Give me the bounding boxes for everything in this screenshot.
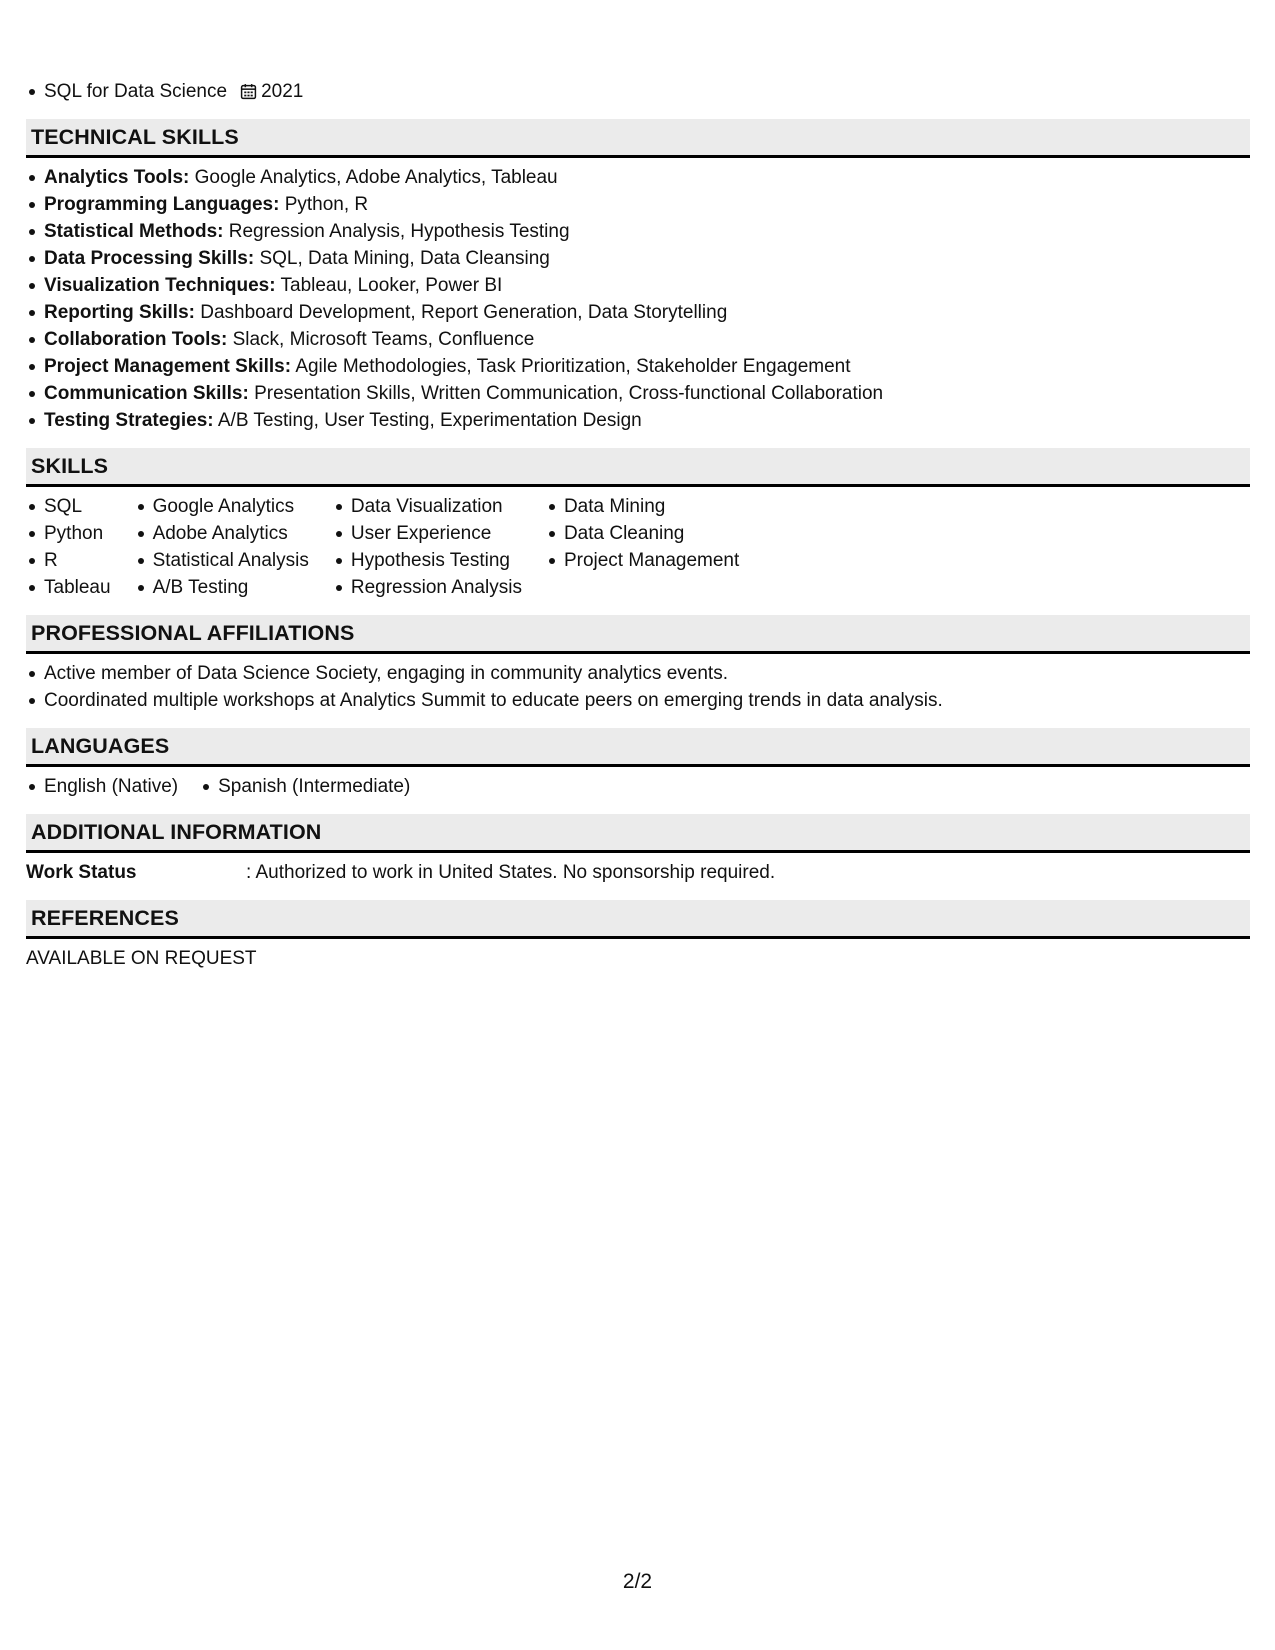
technical-skills-list <box>26 158 1250 434</box>
list-item: Project Management Skills: Agile Methodologies, Task Prioritization, Stakeholder Engagement <box>26 353 1250 380</box>
list-item: Active member of Data Science Society, engaging in community analytics events. <box>26 660 1250 687</box>
list-item: User Experience <box>333 520 546 547</box>
list-item: Programming Languages: Python, R <box>26 191 1250 218</box>
list-item: Analytics Tools: Google Analytics, Adobe Analytics, Tableau <box>26 164 1250 191</box>
additional-info-heading: ADDITIONAL INFORMATION <box>26 814 1250 853</box>
list-item: Data Mining <box>546 493 763 520</box>
skills-column <box>333 493 546 601</box>
list-item: SQL <box>26 493 135 520</box>
list-item: Data Visualization <box>333 493 546 520</box>
list-item: English (Native) <box>26 773 178 800</box>
list-item: Tableau <box>26 574 135 601</box>
list-item: Google Analytics <box>135 493 333 520</box>
list-item: Statistical Analysis <box>135 547 333 574</box>
list-item: Coordinated multiple workshops at Analytics Summit to educate peers on emerging trends in data analysis. <box>26 687 1250 714</box>
info-label: Work Status <box>26 862 137 883</box>
skills-grid <box>26 487 1250 601</box>
affiliations-heading: PROFESSIONAL AFFILIATIONS <box>26 615 1250 654</box>
list-item: Collaboration Tools: Slack, Microsoft Teams, Confluence <box>26 326 1250 353</box>
list-item: Python <box>26 520 135 547</box>
additional-info-table <box>26 853 1250 886</box>
certification-list <box>26 78 1250 105</box>
certification-year: 2021 <box>261 81 304 102</box>
languages-heading: LANGUAGES <box>26 728 1250 767</box>
languages-list <box>26 767 1250 800</box>
list-item: Project Management <box>546 547 763 574</box>
references-heading: REFERENCES <box>26 900 1250 939</box>
references-text: AVAILABLE ON REQUEST <box>26 948 257 969</box>
list-item: Hypothesis Testing <box>333 547 546 574</box>
list-item: Testing Strategies: A/B Testing, User Testing, Experimentation Design <box>26 407 1250 434</box>
page-number: 2/2 <box>622 1570 653 1593</box>
list-item: Statistical Methods: Regression Analysis, Hypothesis Testing <box>26 218 1250 245</box>
list-item: Data Cleaning <box>546 520 763 547</box>
list-item: Communication Skills: Presentation Skills, Written Communication, Cross-functional Collaboration <box>26 380 1250 407</box>
resume-page <box>26 78 1250 972</box>
list-item: A/B Testing <box>135 574 333 601</box>
skills-column <box>135 493 333 601</box>
list-item: Data Processing Skills: SQL, Data Mining, Data Cleansing <box>26 245 1250 272</box>
certification-name: SQL for Data Science <box>44 81 228 102</box>
skills-heading: SKILLS <box>26 448 1250 487</box>
list-item: Visualization Techniques: Tableau, Looker, Power BI <box>26 272 1250 299</box>
info-row <box>26 859 1250 886</box>
list-item: Spanish (Intermediate) <box>200 773 410 800</box>
list-item: Adobe Analytics <box>135 520 333 547</box>
skills-column <box>546 493 763 601</box>
skills-column <box>26 493 135 601</box>
list-item: R <box>26 547 135 574</box>
certification-item <box>26 78 1250 105</box>
technical-skills-heading: TECHNICAL SKILLS <box>26 119 1250 158</box>
list-item: Reporting Skills: Dashboard Development, Report Generation, Data Storytelling <box>26 299 1250 326</box>
info-value: : Authorized to work in United States. No sponsorship required. <box>246 862 776 883</box>
calendar-icon <box>240 83 257 100</box>
list-item: Regression Analysis <box>333 574 546 601</box>
affiliations-list <box>26 654 1250 714</box>
